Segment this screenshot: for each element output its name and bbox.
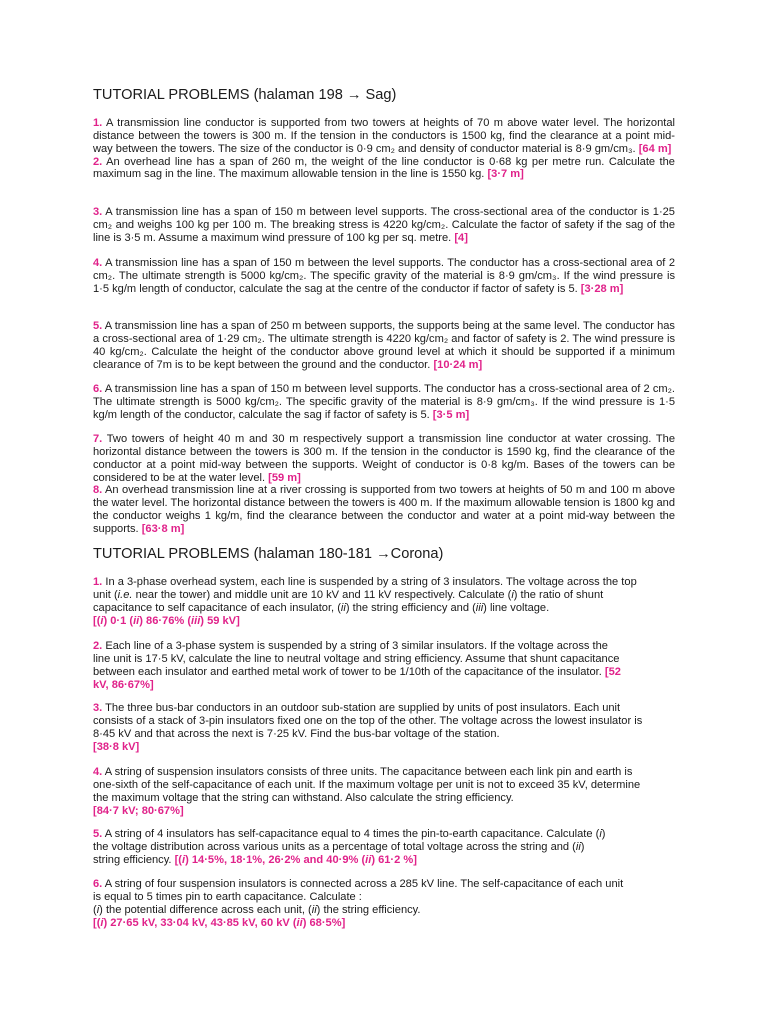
problem-answer: [84·7 kV; 80·67%] [93,804,184,817]
problem-text: ) the string efficiency. [316,903,421,916]
italic-marker: iii [475,601,484,614]
problem-text: An overhead line has a span of 260 m, the weight of the line conductor is 0·68 kg per metre run. Calculate the maximum sag in the line. The maximum allowable tension in the line is 1550 kg. [93,155,675,181]
problem-text: A string of four suspension insulators is connected across a 285 kV line. The self-capacitance of each unit is equal to 5 times pin to earth capacitance. Calculate : [93,878,624,903]
answer-part: [( [93,916,101,929]
problem-number: 1. [93,576,103,588]
problem-text: A string of suspension insulators consists of three units. The capacitance between each link pin and earth is one-sixth of the self-capacitance of each unit. If the maximum voltage per unit is not to exceed 35 kV, determine the maximum voltage that the string can withstand. Also calculate the string efficiency. [93,766,641,804]
problem-answer: [38·8 kV] [93,740,140,753]
italic-marker: i [511,588,514,601]
italic-marker: ii [575,840,581,853]
problem-number: 3. [93,702,103,714]
answer-part: ) 59 kV] [200,614,240,627]
answer-part: ) 61·2 %] [371,853,417,866]
problem-text: A string of 4 insulators has self-capacitance equal to 4 times the pin-to-earth capacitance. Calculate ( [104,828,600,840]
problem-answer: [10·24 m] [433,358,483,371]
sag-problem-3 [93,206,675,245]
problem-text: Two towers of height 40 m and 30 m respectively support a transmission line conductor at water crossing. The horizontal distance between the towers is 300 m. If the tension in the conductor is 1590 kg, find the clearance of the conductor at a point mid-way between the supports. Weight of conductor is 0·8 kg/m. Bases of the towers can be considered to be at the water level. [93,433,675,484]
italic-marker: i [96,903,100,916]
italic-marker: ii [133,614,140,627]
section-title-sag: TUTORIAL PROBLEMS (halaman 198 → Sag) [93,87,397,103]
corona-problem-5 [93,828,613,867]
problem-answer: [4] [454,231,468,244]
answer-part: ) 86·76% ( [139,614,192,627]
problem-text: ) string efficiency. [93,840,585,866]
problem-text: In a 3-phase overhead system, each line is suspended by a string of 3 insulators. The voltage across the top unit ( [93,576,637,601]
problem-text: A transmission line conductor is supported from two towers at heights of 70 m above water level. The horizontal distance between the towers is 300 m. If the tension in the conductors is 1500 kg, find the clearance at a point mid-way between the towers. The size of the conductor is 0·9 cm₂ and density of conductor material is 8·9 gm/cm₃. [93,117,675,155]
problem-answer: [63·8 m] [141,522,185,535]
problem-text: ) the string efficiency and ( [345,601,476,614]
problem-answer [93,615,653,628]
corona-problem-2 [93,640,621,691]
problem-number: 6. [93,383,103,395]
problem-text: An overhead transmission line at a river crossing is supported from two towers at heights of 50 m and 100 m above the water level. The horizontal distance between the towers is 400 m. If the maximum allowable tension is 1800 kg and the conductor weighs 1 kg/m, find the clearance between the conductor and water at a point mid-way between the supports. [93,484,675,535]
problem-number: 7. [93,433,103,445]
problem-answer: [64 m] [638,142,672,155]
italic-marker: iii [191,614,201,627]
problem-answer: [3·5 m] [432,408,470,421]
sag-problem-1 [93,117,675,181]
answer-part: ) 14·5%, 18·1%, 26·2% and 40·9% ( [185,853,366,866]
problem-number: 5. [93,320,103,332]
corona-problem-3 [93,702,653,753]
problem-number: 4. [93,257,103,269]
italic-marker: ii [296,916,303,929]
problem-number: 2. [93,640,103,652]
sag-problem-7 [93,433,675,536]
problem-number: 8. [93,484,103,497]
italic-marker: ii [340,601,346,614]
problem-text: A transmission line has a span of 150 m between level supports. The cross-sectional area of the conductor is 1·25 cm₂ and weighs 100 kg per 100 m. The breaking stress is 4220 kg/cm₂. Calculate the factor of safety if the sag of the line is 3·5 m. Assume a maximum wind pressure of 100 kg per sq. metre. [93,206,675,244]
italic-marker: i [100,614,104,627]
corona-problem-1 [93,576,653,627]
italic-marker: ii [365,853,372,866]
problem-answer: [3·28 m] [580,282,624,295]
problem-text: A transmission line has a span of 150 m between level supports. The conductor has a cross-sectional area of 2 cm₂. The ultimate strength is 5000 kg/cm₂. The specific gravity of the material is 8·9 gm/cm₃. If the wind pressure is 1·5 kg/m length of the conductor, calculate the sag if factor of safety is 5. [93,383,675,421]
sag-problem-6 [93,383,675,422]
italic-marker: ii [311,903,317,916]
answer-part: ) 27·65 kV, 33·04 kV, 43·85 kV, 60 kV ( [103,916,297,929]
corona-problem-6: 6. A string of four suspension insulators is connected across a 285 kV line. The self-capacitance of each unit is equal to 5 times pin to earth capacitance. Calculate : (i) the potential difference across each unit, (ii) the string efficiency. [(i) 27·65 kV, 33·04 kV, 43·85 kV, 60 kV (ii) 68·5%] [93,878,633,929]
problem-answer [93,917,633,930]
problem-text: A transmission line has a span of 250 m between supports, the supports being at the same level. The conductor has a cross-sectional area of 1·29 cm₂. The ultimate strength is 4220 kg/cm₂ and factor of safety is 2. The wind pressure is 40 kg/cm₂. Calculate the height of the conductor above ground level at which it should be supported if a minimum clearance of 7m is to be kept between the ground and the conductor. [93,320,675,371]
problem-answer: [3·7 m] [487,168,524,181]
problem-number: 2. [93,155,103,168]
italic-marker: i [599,828,602,840]
problem-text: ) the voltage distribution across various units as a percentage of total voltage across the string and ( [93,828,606,853]
problem-answer: [52 kV, 86·67%] [93,665,621,691]
problem-text: ) line voltage. [483,601,550,614]
problem-answer [172,854,417,866]
problem-number: 3. [93,206,103,218]
problem-number: 6. [93,878,103,890]
section-title-corona: TUTORIAL PROBLEMS (halaman 180-181 →Corona) [93,546,444,562]
italic-text: i.e. [117,588,133,601]
problem-number: 4. [93,766,103,778]
problem-text: near the tower) and middle unit are 10 kV and 11 kV respectively. Calculate ( [132,588,512,601]
answer-part: [( [171,853,182,866]
answer-part: ) 68·5%] [302,916,346,929]
problem-text: A transmission line has a span of 150 m between the level supports. The conductor has a cross-sectional area of 2 cm₂. The ultimate strength is 5000 kg/cm₂. The specific gravity of the material is 8·9 gm/cm₃. If the wind pressure is 1·5 kg/m length of conductor, calculate the sag at the centre of the conductor if factor of safety is 5. [93,257,675,295]
problem-number: 1. [93,117,103,129]
problem-text: ) the ratio of shunt capacitance to self capacitance of each insulator, ( [93,588,604,614]
corona-problem-4 [93,766,653,817]
answer-part: [( [93,614,101,627]
sag-problem-5 [93,320,675,371]
problem-text: ) the potential difference across each unit, ( [99,903,312,916]
problem-text: Each line of a 3-phase system is suspended by a string of 3 similar insulators. If the voltage across the line unit is 17·5 kV, calculate the line to neutral voltage and string efficiency. Assume that shunt capacitance between each insulator and earthed metal work of tower to be 1/10th of the capacitance of the insulator. [93,640,620,678]
answer-part: ) 0·1 ( [103,614,134,627]
problem-answer: [59 m] [268,471,301,484]
sag-problem-4 [93,257,675,296]
italic-marker: i [100,916,104,929]
problem-number: 5. [93,828,103,840]
problem-text: The three bus-bar conductors in an outdoor sub-station are supplied by units of post insulators. Each unit consists of a stack of 3-pin insulators fixed one on the top of the other. The voltage across the lowest insulator is 8·45 kV and that across the next is 7·25 kV. Find the bus-bar voltage of the station. [93,702,643,740]
italic-marker: i [182,853,186,866]
